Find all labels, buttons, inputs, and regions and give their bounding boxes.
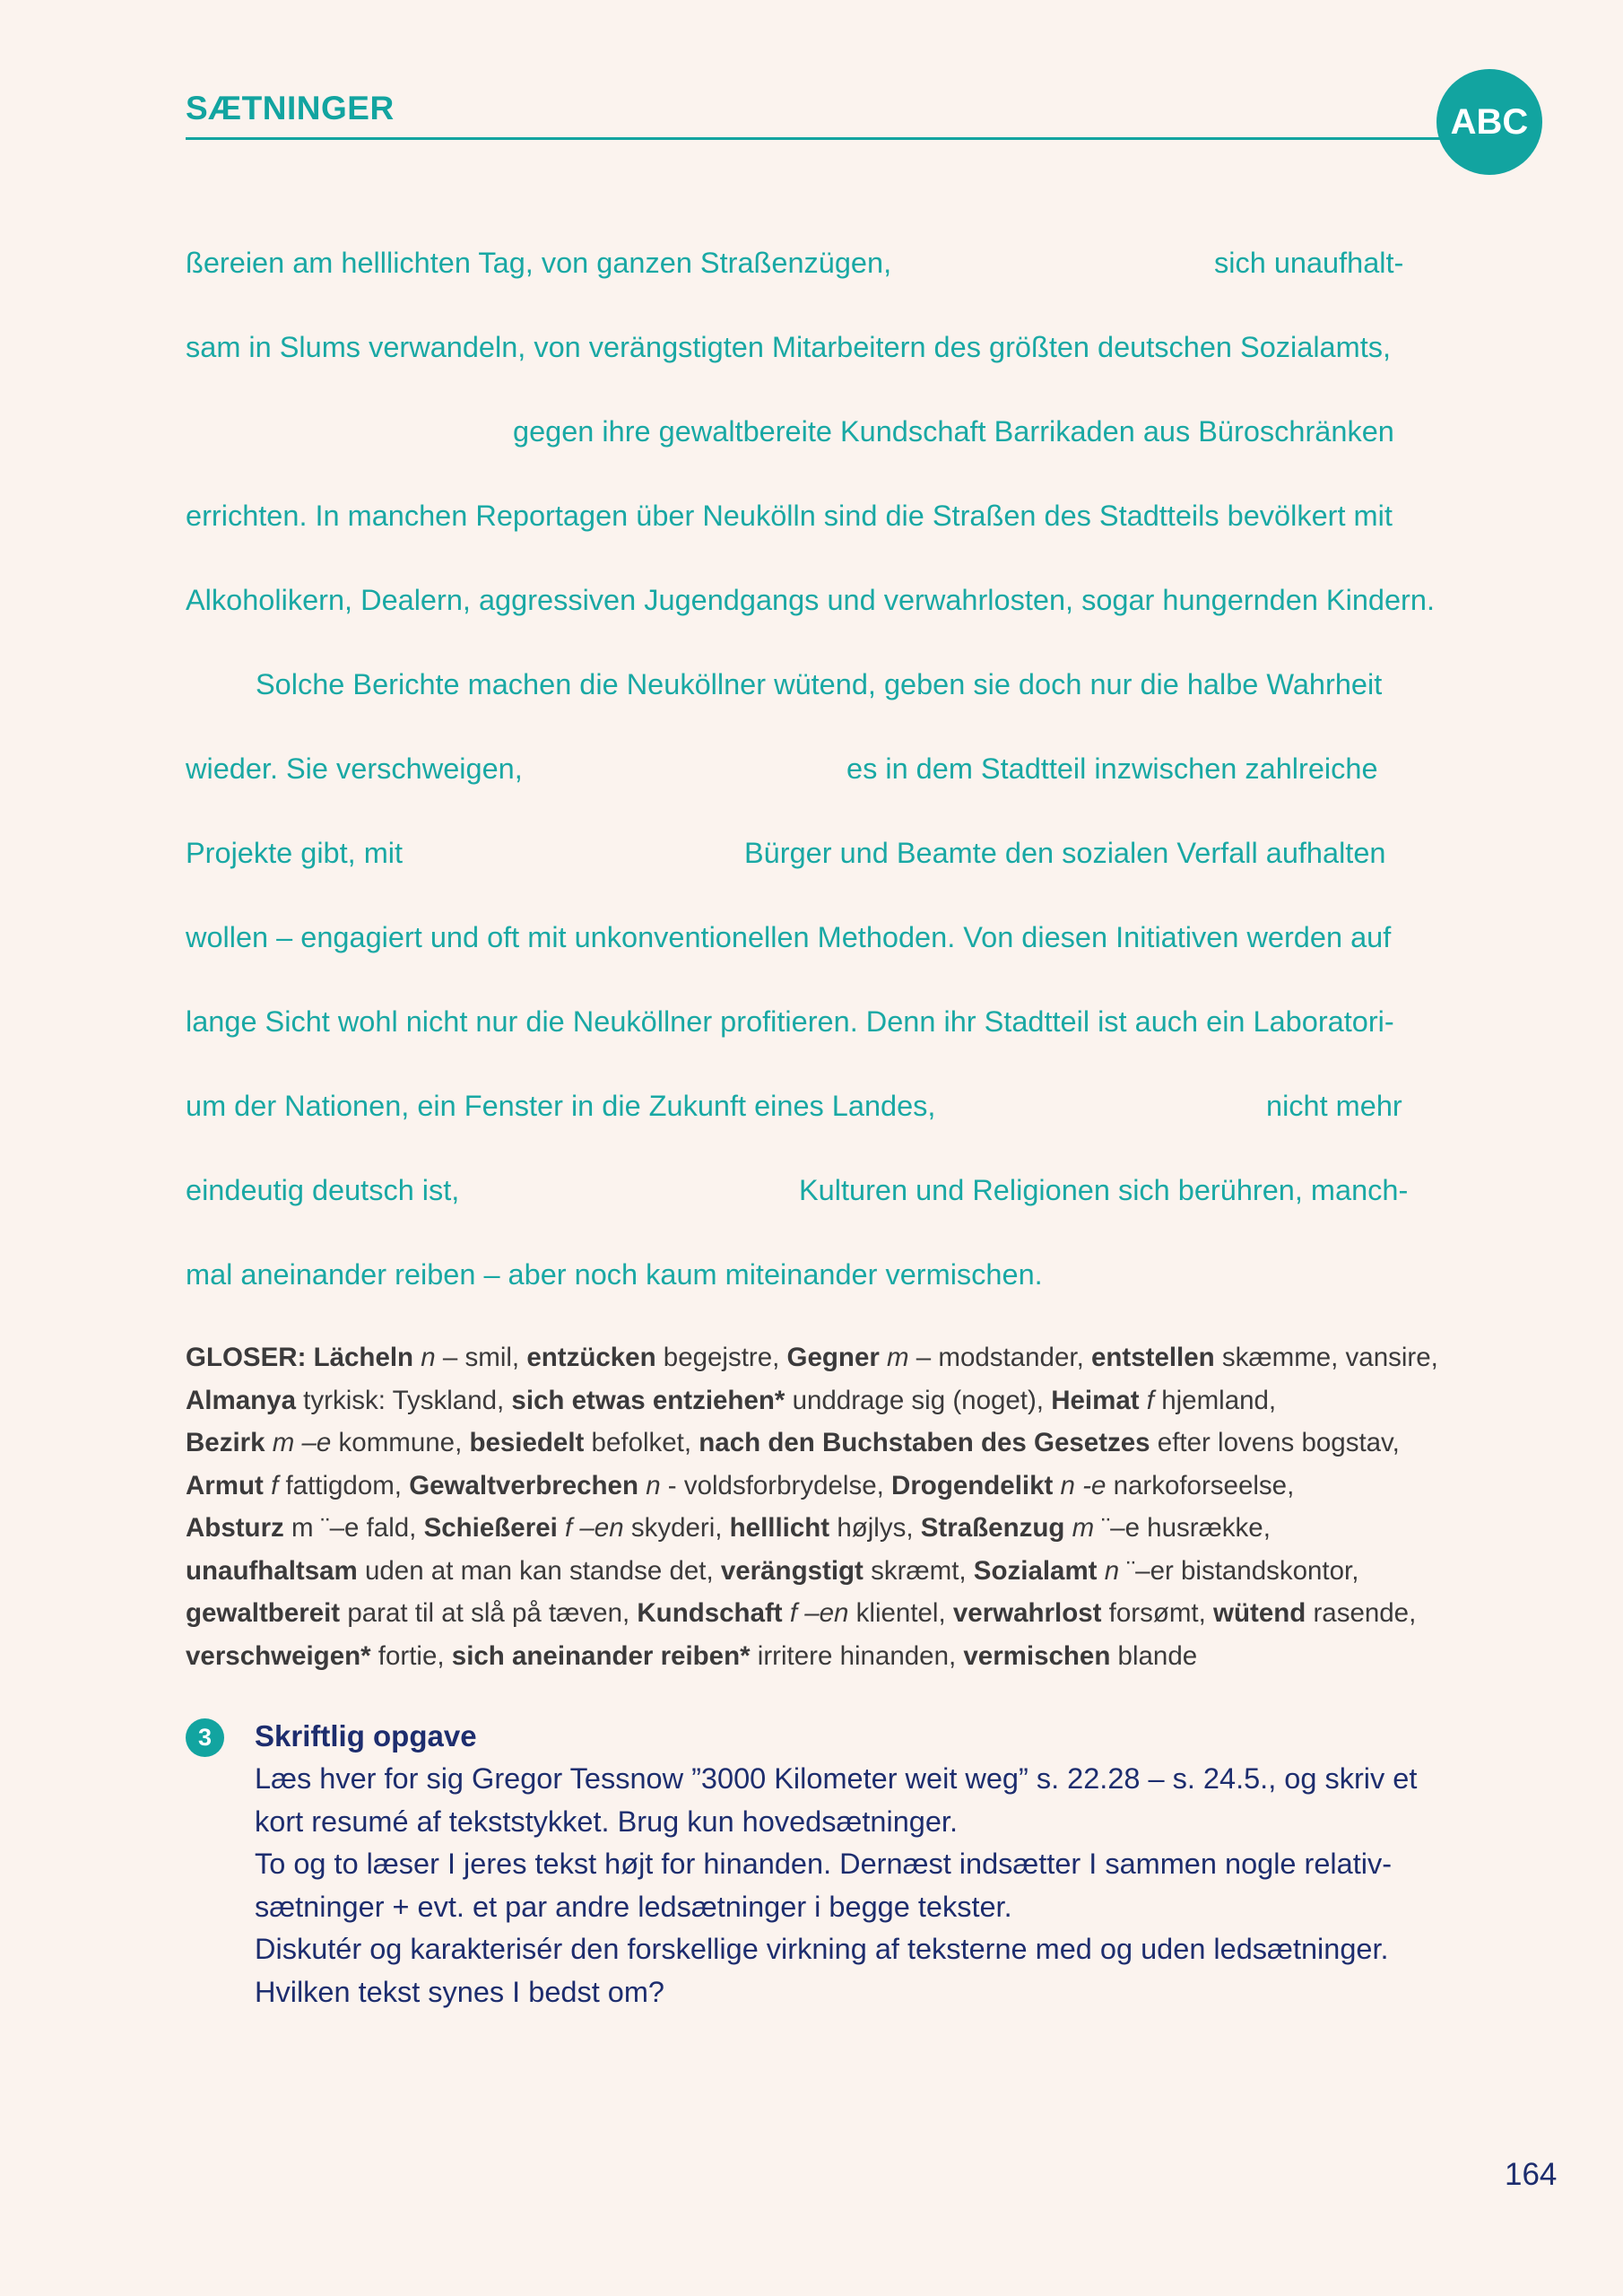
glossary-term: Armut	[186, 1470, 264, 1500]
glossary-term: vermischen	[963, 1640, 1111, 1671]
task-number-badge: 3	[186, 1718, 224, 1757]
text-line	[186, 1243, 1459, 1327]
glossary-term: Almanya	[186, 1385, 296, 1415]
glossary-text: hjemland,	[1154, 1385, 1277, 1415]
task-line: Læs hver for sig Gregor Tessnow ”3000 Kilometer weit weg” s. 22.28 – s. 24.5., og skriv et	[255, 1762, 1418, 1795]
glossary-term: Gegner	[786, 1343, 880, 1372]
text-line	[186, 231, 1459, 316]
glossary-term: helllicht	[729, 1513, 830, 1543]
text-line	[186, 653, 1459, 737]
glossary-text: m	[1072, 1513, 1095, 1543]
glossary-text: n	[646, 1470, 661, 1500]
abc-badge: ABC	[1436, 69, 1542, 175]
text-line	[186, 990, 1459, 1074]
main-text	[186, 231, 1459, 1327]
glossary-text: klientel,	[848, 1598, 953, 1628]
glossary-text: - voldsforbrydelse,	[660, 1470, 892, 1500]
glossary-text: blande	[1110, 1640, 1198, 1671]
text-line	[186, 400, 1459, 484]
glossary-term: Schießerei	[423, 1513, 558, 1543]
glossary-text: irritere hinanden,	[750, 1640, 964, 1671]
task-body	[255, 1758, 1417, 2013]
task-title: Skriftlig opgave	[255, 1719, 477, 1752]
text-segment: wieder. Sie verschweigen,	[186, 752, 523, 785]
glossary-text: ¨–e husrække,	[1094, 1513, 1271, 1543]
glossary-term: Gewaltverbrechen	[409, 1470, 638, 1500]
glossary-term: besiedelt	[469, 1428, 585, 1457]
glossary-text: n	[421, 1343, 436, 1372]
glossary-term: verschweigen*	[186, 1640, 371, 1671]
glossary-term: entstellen	[1090, 1343, 1215, 1372]
glossary-text: parat til at slå på tæven,	[340, 1598, 638, 1628]
glossary-text: fattigdom,	[278, 1470, 410, 1500]
task-line: sætninger + evt. et par andre ledsætninger i begge tekster.	[255, 1890, 1012, 1923]
glossary-text: f –en	[789, 1598, 849, 1628]
text-line	[186, 1074, 1459, 1159]
glossary-text: – smil,	[435, 1343, 527, 1372]
text-segment: Projekte gibt, mit	[186, 837, 404, 869]
text-segment: ßereien am helllichten Tag, von ganzen Straßenzügen,	[186, 247, 892, 279]
glossary-text: begejstre,	[655, 1343, 787, 1372]
glossary-term: Bezirk	[186, 1428, 265, 1457]
glossary-text: n	[1104, 1555, 1120, 1586]
glossary-text	[265, 1428, 273, 1457]
glossary-term: wütend	[1213, 1598, 1306, 1628]
glossary-line	[186, 1507, 1459, 1550]
text-line	[186, 484, 1459, 569]
glossary-text	[638, 1471, 646, 1500]
glossary-text: narkoforseelse,	[1106, 1470, 1295, 1500]
glossary	[186, 1336, 1459, 1677]
glossary-line	[186, 1465, 1459, 1508]
text-line	[186, 822, 1459, 906]
text-segment: errichten. In manchen Reportagen über Neukölln sind die Straßen des Stadtteils bevölkert mit	[186, 500, 1393, 532]
glossary-text: f	[271, 1470, 279, 1500]
text-segment: lange Sicht wohl nicht nur die Neuköllner profitieren. Denn ihr Stadtteil ist auch ein Laboratori-	[186, 1005, 1394, 1038]
glossary-text	[880, 1343, 887, 1372]
glossary-text	[264, 1471, 271, 1500]
glossary-text	[1098, 1556, 1105, 1586]
text-segment: sich unaufhalt-	[1214, 247, 1404, 279]
text-segment: eindeutig deutsch ist,	[186, 1174, 460, 1206]
text-line	[186, 316, 1459, 400]
glossary-text: tyrkisk: Tyskland,	[295, 1385, 512, 1415]
text-segment: mal aneinander reiben – aber noch kaum miteinander vermischen.	[186, 1258, 1043, 1291]
text-segment: es in dem Stadtteil inzwischen zahlreiche	[846, 752, 1378, 785]
glossary-text: skræmt,	[863, 1555, 974, 1586]
glossary-line	[186, 1635, 1459, 1678]
glossary-text: – modstander,	[908, 1343, 1091, 1372]
glossary-text: fortie,	[370, 1640, 452, 1671]
glossary-line	[186, 1336, 1459, 1379]
text-line	[186, 569, 1459, 653]
glossary-term: Lächeln	[313, 1343, 414, 1372]
glossary-term: Heimat	[1051, 1385, 1140, 1415]
glossary-text: f –en	[565, 1513, 624, 1543]
section-title: SÆTNINGER	[186, 90, 395, 126]
task-line: Hvilken tekst synes I bedst om?	[255, 1975, 664, 2008]
glossary-term: GLOSER:	[186, 1343, 314, 1372]
page-number: 164	[1505, 2157, 1558, 2192]
glossary-text: m	[887, 1343, 909, 1372]
text-segment: Bürger und Beamte den sozialen Verfall aufhalten	[744, 837, 1386, 869]
glossary-term: unaufhaltsam	[186, 1555, 358, 1586]
glossary-line	[186, 1379, 1459, 1422]
glossary-text: højlys,	[829, 1513, 921, 1543]
glossary-text	[783, 1598, 790, 1628]
text-line	[186, 1159, 1459, 1243]
glossary-term: Absturz	[186, 1513, 284, 1543]
glossary-term: Sozialamt	[973, 1555, 1098, 1586]
text-segment: nicht mehr	[1266, 1090, 1402, 1122]
text-segment: um der Nationen, ein Fenster in die Zukunft eines Landes,	[186, 1090, 936, 1122]
glossary-text: m –e	[272, 1428, 332, 1457]
glossary-text: ¨–er bistandskontor,	[1119, 1555, 1359, 1586]
glossary-text	[1064, 1513, 1072, 1543]
glossary-text: skæmme, vansire,	[1214, 1343, 1438, 1372]
glossary-term: Kundschaft	[637, 1598, 783, 1628]
task-line: Diskutér og karakterisér den forskellige virkning af teksterne med og uden ledsætninger.	[255, 1933, 1389, 1965]
glossary-text: rasende,	[1306, 1598, 1417, 1628]
glossary-text: unddrage sig (noget),	[785, 1385, 1052, 1415]
glossary-line	[186, 1592, 1459, 1635]
glossary-text: m ¨–e fald,	[283, 1513, 424, 1543]
header-divider	[186, 137, 1457, 140]
glossary-term: Drogendelikt	[891, 1470, 1054, 1500]
task-line: kort resumé af tekststykket. Brug kun hovedsætninger.	[255, 1805, 958, 1838]
glossary-term: nach den Buchstaben des Gesetzes	[699, 1428, 1150, 1457]
glossary-line	[186, 1550, 1459, 1593]
glossary-term: sich aneinander reiben*	[451, 1640, 751, 1671]
glossary-line	[186, 1422, 1459, 1465]
text-segment: Kulturen und Religionen sich berühren, manch-	[799, 1174, 1409, 1206]
glossary-text: n -e	[1060, 1470, 1107, 1500]
glossary-text: skyderi,	[623, 1513, 730, 1543]
glossary-term: verängstigt	[720, 1555, 864, 1586]
text-segment: Solche Berichte machen die Neuköllner wütend, geben sie doch nur die halbe Wahrheit	[256, 668, 1383, 700]
glossary-text	[558, 1513, 565, 1543]
glossary-text: uden at man kan standse det,	[357, 1555, 721, 1586]
text-line	[186, 737, 1459, 822]
glossary-term: entzücken	[526, 1343, 656, 1372]
glossary-term: verwahrlost	[952, 1598, 1102, 1628]
glossary-text	[1140, 1386, 1147, 1415]
text-segment: Alkoholikern, Dealern, aggressiven Jugendgangs und verwahrlosten, sogar hungernden Kindern.	[186, 584, 1435, 616]
text-segment: gegen ihre gewaltbereite Kundschaft Barrikaden aus Büroschränken	[513, 415, 1394, 448]
glossary-text: befolket,	[584, 1428, 699, 1457]
glossary-text	[1053, 1471, 1060, 1500]
glossary-term: sich etwas entziehen*	[511, 1385, 785, 1415]
glossary-text: efter lovens bogstav,	[1150, 1428, 1400, 1457]
text-segment: sam in Slums verwandeln, von verängstigten Mitarbeitern des größten deutschen Sozialamts,	[186, 331, 1392, 363]
text-segment: wollen – engagiert und oft mit unkonventionellen Methoden. Von diesen Initiativen werden auf	[186, 921, 1392, 953]
glossary-term: Straßenzug	[920, 1513, 1065, 1543]
glossary-text: kommune,	[331, 1428, 470, 1457]
glossary-text: forsømt,	[1101, 1598, 1214, 1628]
glossary-text: f	[1146, 1385, 1154, 1415]
text-line	[186, 906, 1459, 990]
glossary-term: gewaltbereit	[186, 1598, 341, 1628]
task-line: To og to læser I jeres tekst højt for hinanden. Dernæst indsætter I sammen nogle relativ-	[255, 1848, 1393, 1880]
